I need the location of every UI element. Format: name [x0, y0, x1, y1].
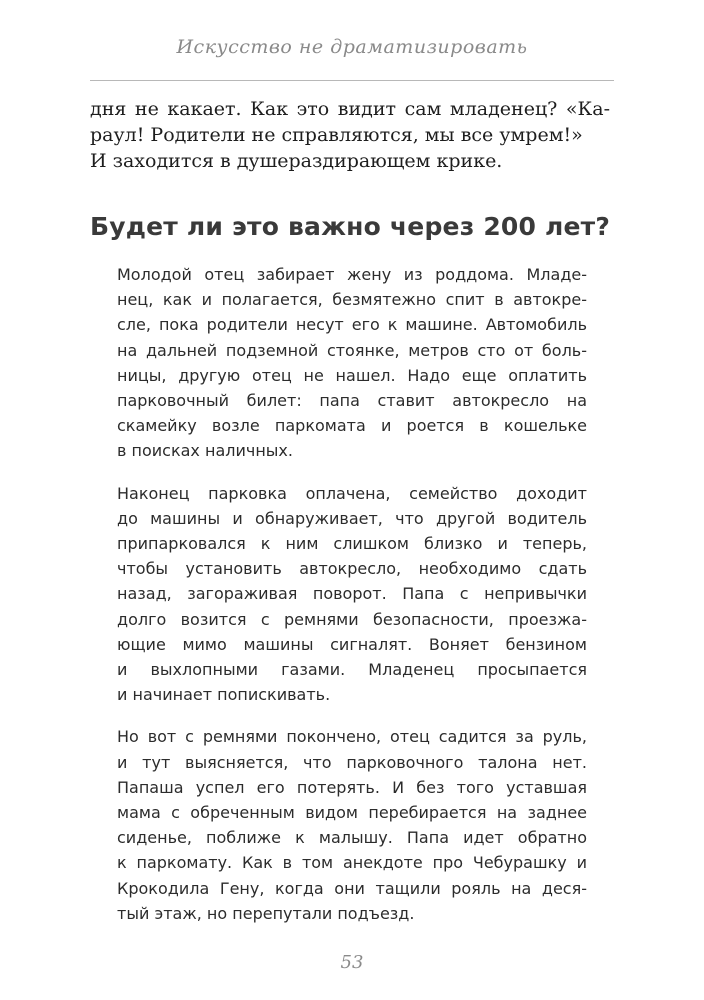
text-line: к паркомату. Как в том анекдоте про Чебурашку и: [117, 853, 587, 873]
paragraph-1: [117, 262, 587, 464]
text-line: долго возится с ремнями безопасности, проезжа-: [117, 609, 587, 629]
text-line: Молодой отец забирает жену из роддома. Младе-: [117, 265, 587, 284]
text-line: тый этаж, но перепутали подъезд.: [117, 903, 415, 923]
text-line: ющие мимо машины сигналят. Воняет бензином: [117, 634, 587, 654]
text-line: в поисках наличных.: [117, 441, 293, 461]
text-line: Но вот с ремнями покончено, отец садится за руль,: [117, 727, 587, 747]
text-line: и выхлопными газами. Младенец просыпается: [117, 660, 587, 680]
paragraph-2: [117, 481, 587, 708]
text-line: ницы, другую отец не нашел. Надо еще оплатить: [117, 365, 587, 385]
section-body: [117, 262, 587, 943]
intro-text: [90, 96, 610, 174]
text-line: сле, пока родители несут его к машине. Автомобиль: [117, 315, 587, 335]
text-line: нец, как и полагается, безмятежно спит в автокре-: [117, 290, 587, 310]
text-line: Папаша успел его потерять. И без того уставшая: [117, 777, 587, 797]
text-line: мама с обреченным видом перебирается на заднее: [117, 803, 587, 823]
text-line: на дальней подземной стоянке, метров сто от боль-: [117, 340, 587, 360]
text-line: парковочный билет: папа ставит автокресло на: [117, 391, 587, 411]
text-line: Наконец парковка оплачена, семейство доходит: [117, 483, 587, 503]
page-number: 53: [340, 952, 364, 973]
intro-line: дня не какает. Как это видит сам младенец? «Ка-: [90, 98, 610, 120]
intro-line: раул! Родители не справляются, мы все умрем!»: [90, 124, 583, 146]
text-line: припарковался к ним слишком близко и теперь,: [117, 534, 587, 554]
text-line: и тут выясняется, что парковочного талона нет.: [117, 752, 587, 772]
text-line: и начинает попискивать.: [117, 685, 331, 705]
text-line: до машины и обнаруживает, что другой водитель: [117, 508, 587, 528]
text-line: сиденье, поближе к малышу. Папа идет обратно: [117, 828, 587, 848]
text-line: скамейку возле паркомата и роется в кошельке: [117, 416, 587, 436]
text-line: назад, загораживая поворот. Папа с непривычки: [117, 584, 587, 604]
section-heading: Будет ли это важно через 200 лет?: [90, 212, 611, 241]
running-header: Искусство не драматизировать: [176, 36, 528, 58]
header-divider: [90, 80, 614, 81]
text-line: чтобы установить автокресло, необходимо сдать: [117, 559, 587, 579]
intro-line: И заходится в душераздирающем крике.: [90, 150, 503, 172]
paragraph-3: [117, 724, 587, 926]
text-line: Крокодила Гену, когда они тащили рояль на деся-: [117, 878, 587, 898]
